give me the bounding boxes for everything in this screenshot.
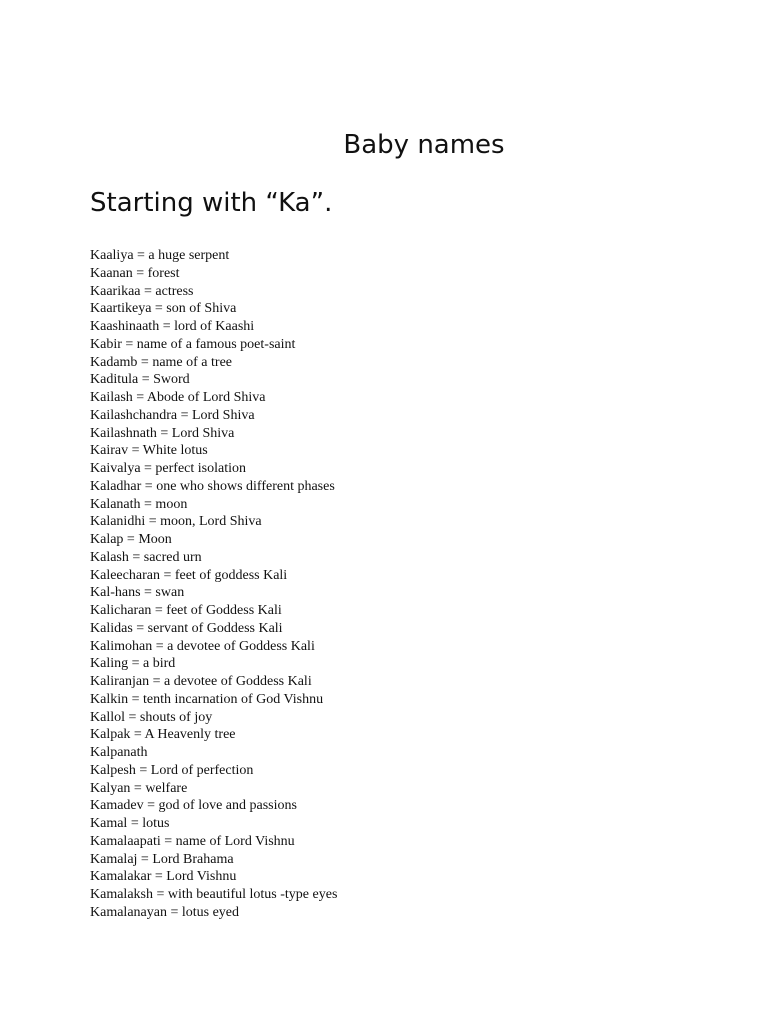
list-item: Kamadev = god of love and passions xyxy=(90,798,297,814)
list-item: Kalap = Moon xyxy=(90,532,172,547)
list-item: Kalpak = A Heavenly tree xyxy=(90,727,236,743)
list-item: Kaartikeya = son of Shiva xyxy=(90,301,237,317)
list-item: Kamalaj = Lord Brahama xyxy=(90,851,234,867)
list-item: Kalash = sacred urn xyxy=(90,549,202,565)
list-item: Kal-hans = swan xyxy=(90,585,185,601)
list-item: Kaladhar = one who shows different phases xyxy=(90,478,335,494)
list-item: Kaling = a bird xyxy=(90,656,176,672)
list-item: Kailash = Abode of Lord Shiva xyxy=(90,390,266,405)
list-item: Kamalaapati = name of Lord Vishnu xyxy=(90,833,295,849)
list-item: Kaditula = Sword xyxy=(90,372,190,388)
list-item: Kailashchandra = Lord Shiva xyxy=(90,407,255,423)
list-item: Kaarikaa = actress xyxy=(90,283,194,299)
list-item: Kaliranjan = a devotee of Goddess Kali xyxy=(90,674,312,689)
list-item: Kaleecharan = feet of goddess Kali xyxy=(90,567,288,583)
list-item: Kamalanayan = lotus eyed xyxy=(90,904,240,920)
list-item: Kallol = shouts of joy xyxy=(90,709,213,725)
list-item: Kailashnath = Lord Shiva xyxy=(90,425,235,441)
list-item: Kalidas = servant of Goddess Kali xyxy=(90,620,283,636)
list-item: Kadamb = name of a tree xyxy=(90,354,232,370)
page-subtitle: Starting with “Ka”. xyxy=(90,188,333,218)
list-item: Kalicharan = feet of Goddess Kali xyxy=(90,603,282,618)
list-item: Kalpesh = Lord of perfection xyxy=(90,762,254,778)
list-item: Kalkin = tenth incarnation of God Vishnu xyxy=(90,691,324,707)
list-item: Kaashinaath = lord of Kaashi xyxy=(90,319,255,334)
list-item: Kalpanath xyxy=(90,745,148,760)
list-item: Kalimohan = a devotee of Goddess Kali xyxy=(90,638,315,654)
list-item: Kamalakar = Lord Vishnu xyxy=(90,869,237,885)
list-item: Kamal = lotus xyxy=(90,816,170,831)
list-item: Kamalaksh = with beautiful lotus -type eyes xyxy=(90,887,338,902)
names-list xyxy=(90,247,337,922)
list-item: Kaivalya = perfect isolation xyxy=(90,461,247,476)
page-title: Baby names xyxy=(343,130,505,160)
list-item: Kalanidhi = moon, Lord Shiva xyxy=(90,514,262,530)
list-item: Kalanath = moon xyxy=(90,496,188,512)
list-item: Kairav = White lotus xyxy=(90,443,208,459)
list-item: Kalyan = welfare xyxy=(90,780,188,796)
list-item: Kaaliya = a huge serpent xyxy=(90,248,230,263)
list-item: Kaanan = forest xyxy=(90,265,180,281)
list-item: Kabir = name of a famous poet-saint xyxy=(90,336,296,352)
